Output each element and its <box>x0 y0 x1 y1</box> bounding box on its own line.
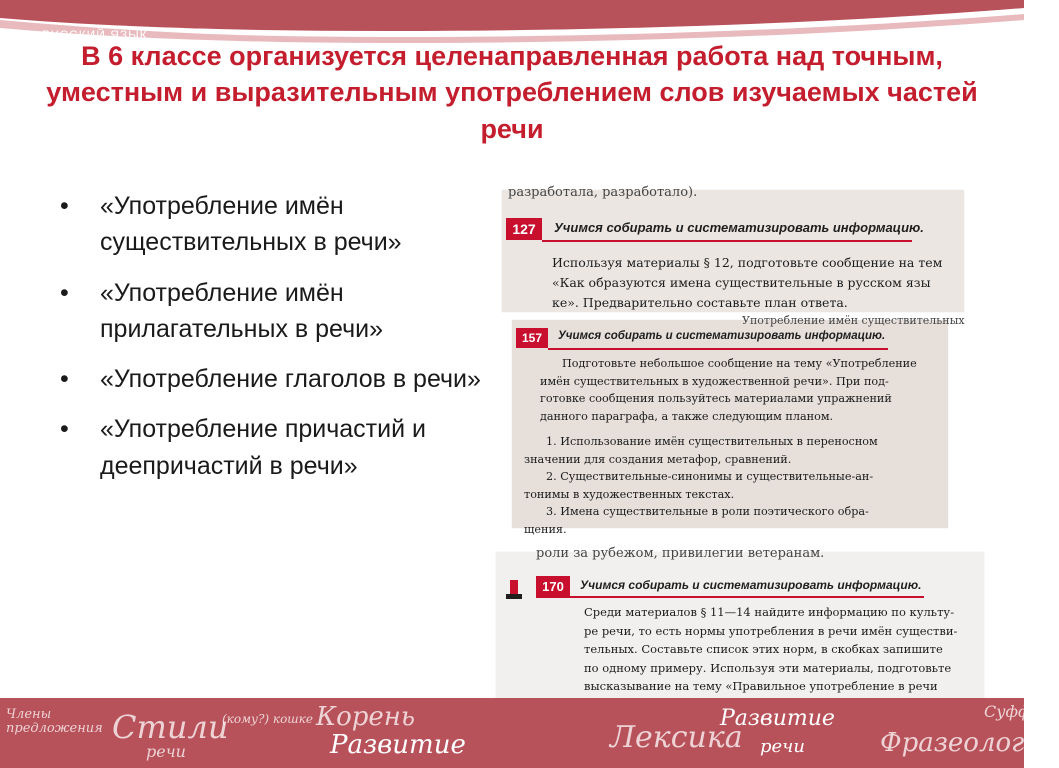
footer-decor-word: Лексика <box>610 720 743 755</box>
footer-decor-word: речи <box>146 742 186 761</box>
exercise-body <box>552 254 942 314</box>
bullet-dot-icon: • <box>60 415 69 444</box>
exercise-line: Подготовьте небольшое сообщение на тему «Употребление <box>562 357 917 370</box>
footer-decor-word: Развитие <box>720 706 835 731</box>
exercise-line: Среди материалов § 11—14 найдите информацию по культу- <box>584 605 955 619</box>
exercise-line: по одному примеру. Используя эти материалы, подготовьте <box>584 660 952 675</box>
exercise-line: щения. <box>524 522 567 536</box>
exercise-line: Используя материалы § 12, подготовьте сообщение на тем <box>552 255 943 270</box>
exercise-line: значении для создания метафор, сравнений. <box>524 452 792 466</box>
bullet-item <box>60 361 500 397</box>
exercise-heading: Учимся собирать и систематизировать информацию. <box>554 220 924 235</box>
footer-decor-word: речи <box>760 736 805 757</box>
exercise-line: 2. Существительные-синонимы и существительные-ан- <box>546 470 874 483</box>
exercise-card-127 <box>502 185 964 312</box>
footer-decor-word: Стили <box>112 708 229 746</box>
bullet-dot-icon: • <box>60 365 69 393</box>
footer-decor-word: Развитие <box>330 730 466 760</box>
margin-marker-icon <box>506 594 522 599</box>
exercise-line: ре речи, то есть нормы употребления в речи имён существи- <box>584 623 958 638</box>
card-top-fragment: Употребление имён существительных <box>742 314 965 327</box>
footer-decor-word: Фразеология <box>880 728 1059 758</box>
bullet-item <box>60 188 500 261</box>
exercise-body <box>524 356 917 539</box>
exercise-heading: Учимся собирать и систематизировать информацию. <box>580 578 922 592</box>
footer-decor-word: Корень <box>316 702 416 732</box>
footer-decor-word: Члены предложения <box>6 707 103 736</box>
exercise-card-157 <box>512 314 965 536</box>
heading-underline <box>542 240 912 242</box>
exercise-line: данного параграфа, а также следующим планом. <box>540 409 834 423</box>
margin-marker-icon <box>510 580 518 594</box>
exercise-heading: Учимся собирать и систематизировать информацию. <box>558 330 886 342</box>
footer-decor-word: Суффикс <box>984 702 1059 721</box>
exercise-line: имён существительных в художественной речи». При под- <box>540 374 889 388</box>
exercise-line: 3. Имена существительные в роли поэтического обра- <box>546 505 869 518</box>
exercise-line: ке». Предварительно составьте план ответа. <box>552 295 848 310</box>
exercise-line: «Как образуются имена существительные в русском язы <box>552 275 931 290</box>
card-top-fragment: разработала, разработало). <box>508 185 698 200</box>
bullet-item <box>60 275 500 348</box>
exercise-number: 170 <box>536 576 570 598</box>
exercise-number: 127 <box>506 218 542 240</box>
exercise-line: готовке сообщения пользуйтесь материалами упражнений <box>540 392 892 405</box>
footer-decor-word: (кому?) кошке <box>222 712 313 726</box>
bullet-text: «Употребление имён прилагательных в речи» <box>100 278 383 343</box>
bullet-text: «Употребление имён существительных в речи» <box>100 192 402 257</box>
bullet-text: «Употребление глаголов в речи» <box>100 365 481 393</box>
slide-title: В 6 классе организуется целенаправленная работа над точным, уместным и выразительным употреблением слов изучаемых частей речи <box>46 41 978 144</box>
heading-underline <box>548 348 888 350</box>
bullet-dot-icon: • <box>60 278 69 307</box>
exercise-line: 1. Использование имён существительных в переносном <box>546 435 878 448</box>
bullet-text: «Употребление причастий и деепричастий в речи» <box>100 415 426 480</box>
exercise-line: тельных. Составьте список этих норм, в скобках запишите <box>584 642 943 656</box>
bullet-dot-icon: • <box>60 192 69 220</box>
subject-label: РУССКИЙ ЯЗЫК <box>42 28 148 42</box>
card-top-fragment: роли за рубежом, привилегии ветеранам. <box>536 546 825 561</box>
exercise-line: тонимы в художественных текстах. <box>524 487 735 501</box>
exercise-line: высказывание на тему «Правильное употребление в речи <box>584 679 938 693</box>
exercise-number: 157 <box>516 328 548 348</box>
heading-underline <box>570 596 924 598</box>
bottom-decor-band <box>0 698 1059 768</box>
bullet-list <box>60 188 500 498</box>
bullet-item <box>60 411 500 484</box>
